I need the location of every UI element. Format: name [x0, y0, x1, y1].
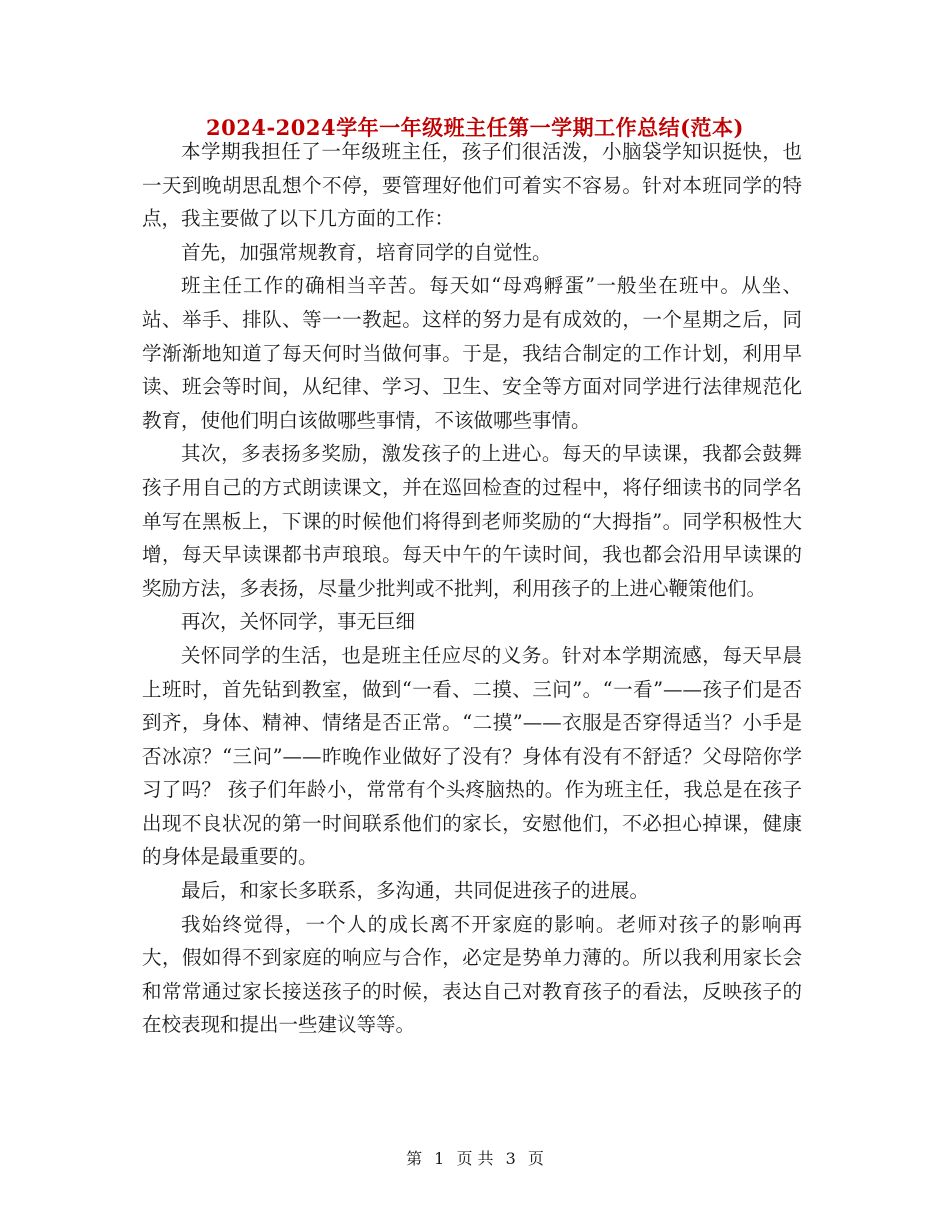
paragraph-routine-education: 班主任工作的确相当辛苦。每天如“母鸡孵蛋”一般坐在班中。从坐、站、举手、排队、等一一教起。这样的努力是有成效的，一个星期之后，同学渐渐地知道了每天何时当做何事。于是，我结合制定的工作计划，利用早读、班会等时间，从纪律、学习、卫生、安全等方面对同学进行法律规范化教育，使他们明白该做哪些事情，不该做哪些事情。 — [142, 274, 802, 432]
paragraph-praise-reward: 其次，多表扬多奖励，激发孩子的上进心。每天的早读课，我都会鼓舞孩子用自己的方式朗读课文，并在巡回检查的过程中，将仔细读书的同学名单写在黑板上，下课的时候他们将得到老师奖励的“大拇指”。同学积极性大增，每天早读课都书声琅琅。每天中午的午读时间，我也都会沿用早读课的奖励方法，多表扬，尽量少批判或不批判，利用孩子的上进心鞭策他们。 — [142, 442, 802, 600]
page-footer — [0, 1146, 950, 1169]
footer-suffix: 页 — [527, 1149, 544, 1168]
paragraph-care-students: 关怀同学的生活，也是班主任应尽的义务。针对本学期流感，每天早晨上班时，首先钻到教室，做到“一看、二摸、三问”。“一看”——孩子们是否到齐，身体、精神、情绪是否正常。“二摸”——衣服是否穿得适当？小手是否冰凉？“三问”——昨晚作业做好了没有？身体有没有不舒适？父母陪你学习了吗？ 孩子们年龄小，常常有个头疼脑热的。作为班主任，我总是在孩子出现不良状况的第一时间联系他们的家长，安慰他们，不必担心掉课，健康的身体是最重要的。 — [142, 643, 802, 869]
document-title: 2024-2024学年一年级班主任第一学期工作总结(范本) — [206, 115, 744, 140]
paragraph-heading-again: 再次，关怀同学，事无巨细 — [181, 610, 416, 634]
paragraph-family-influence: 我始终觉得，一个人的成长离不开家庭的影响。老师对孩子的影响再大，假如得不到家庭的响应与合作，必定是势单力薄的。所以我利用家长会和常常通过家长接送孩子的时候，表达自己对教育孩子的看法，反映孩子的在校表现和提出一些建议等等。 — [142, 912, 802, 1037]
paragraph-heading-first: 首先，加强常规教育，培育同学的自觉性。 — [181, 240, 552, 264]
footer-total-pages: 3 — [505, 1149, 516, 1168]
footer-page-number: 1 — [434, 1149, 445, 1168]
footer-prefix: 第 — [406, 1149, 423, 1168]
paragraph-intro: 本学期我担任了一年级班主任，孩子们很活泼，小脑袋学知识挺快，也一天到晚胡思乱想个不停，要管理好他们可着实不容易。针对本班同学的特点，我主要做了以下几方面的工作： — [142, 140, 802, 231]
footer-middle: 页 共 — [456, 1149, 494, 1168]
document-body — [142, 135, 802, 1042]
paragraph-heading-finally: 最后，和家长多联系，多沟通，共同促进孩子的进展。 — [181, 879, 650, 903]
